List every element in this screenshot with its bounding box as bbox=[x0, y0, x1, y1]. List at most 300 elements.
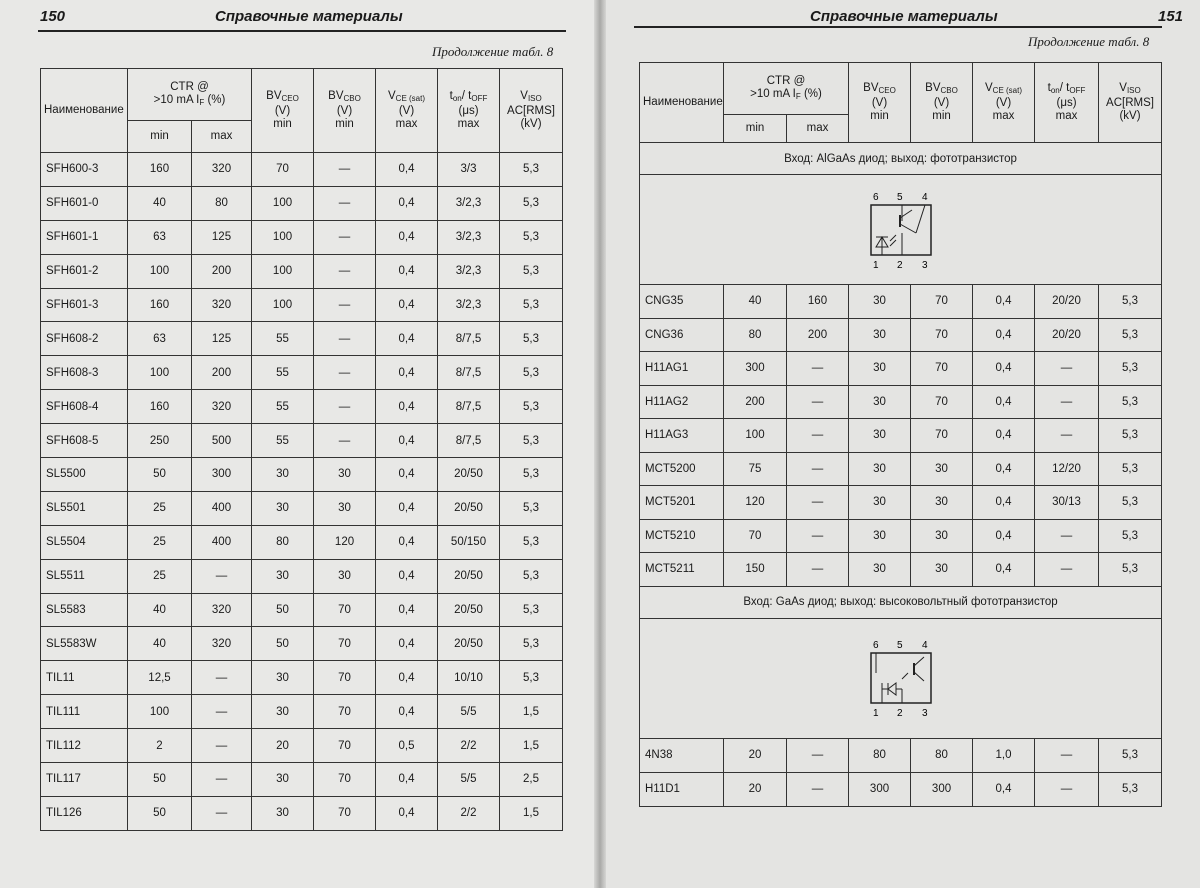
value-cell: 5,3 bbox=[500, 186, 563, 220]
table-row bbox=[640, 385, 1162, 419]
table-continuation-label: Продолжение табл. 8 bbox=[1028, 34, 1150, 49]
value-cell: 300 bbox=[192, 458, 252, 492]
part-name-cell: MCT5210 bbox=[640, 519, 724, 553]
value-cell: 25 bbox=[128, 491, 192, 525]
value-cell: 300 bbox=[849, 772, 911, 806]
value-cell: — bbox=[787, 772, 849, 806]
value-cell: 30 bbox=[252, 491, 314, 525]
value-cell: 70 bbox=[911, 385, 973, 419]
value-cell: 5,3 bbox=[1099, 486, 1162, 520]
table-row bbox=[640, 285, 1162, 319]
value-cell: 30 bbox=[849, 285, 911, 319]
value-cell: 0,4 bbox=[376, 525, 438, 559]
value-cell: 300 bbox=[724, 352, 787, 386]
value-cell: 160 bbox=[128, 288, 192, 322]
value-cell: 2/2 bbox=[438, 796, 500, 830]
part-name-cell: H11AG3 bbox=[640, 419, 724, 453]
value-cell: 30 bbox=[252, 796, 314, 830]
table-row bbox=[41, 424, 563, 458]
value-cell: 30 bbox=[911, 486, 973, 520]
value-cell: — bbox=[314, 220, 376, 254]
value-cell: 0,4 bbox=[376, 661, 438, 695]
value-cell: 30 bbox=[252, 559, 314, 593]
value-cell: 50 bbox=[252, 593, 314, 627]
value-cell: 0,4 bbox=[376, 627, 438, 661]
value-cell: 0,4 bbox=[376, 390, 438, 424]
value-cell: 20 bbox=[724, 738, 787, 772]
value-cell: — bbox=[192, 796, 252, 830]
value-cell: 20/20 bbox=[1035, 318, 1099, 352]
value-cell: 5/5 bbox=[438, 763, 500, 797]
part-name-cell: CNG36 bbox=[640, 318, 724, 352]
value-cell: 80 bbox=[849, 738, 911, 772]
value-cell: 30 bbox=[314, 458, 376, 492]
value-cell: 200 bbox=[192, 254, 252, 288]
value-cell: 30 bbox=[314, 559, 376, 593]
value-cell: 30 bbox=[849, 318, 911, 352]
col-header-bvcbo: $BV_{CBO}$ (V) min bbox=[911, 63, 973, 143]
svg-text:5: 5 bbox=[896, 191, 903, 203]
running-title: Справочные материалы bbox=[215, 8, 403, 25]
value-cell: 25 bbox=[128, 559, 192, 593]
table-continuation-label: Продолжение табл. 8 bbox=[432, 44, 554, 59]
svg-text:2: 2 bbox=[896, 259, 903, 271]
optocoupler-schematic bbox=[640, 175, 1162, 285]
value-cell: — bbox=[192, 763, 252, 797]
table-row bbox=[640, 318, 1162, 352]
value-cell: 0,4 bbox=[376, 458, 438, 492]
table-row bbox=[41, 525, 563, 559]
value-cell: 30 bbox=[849, 452, 911, 486]
value-cell: 0,4 bbox=[973, 385, 1035, 419]
table-row bbox=[41, 796, 563, 830]
svg-text:1: 1 bbox=[872, 708, 879, 719]
value-cell: — bbox=[787, 419, 849, 453]
value-cell: 5,3 bbox=[500, 424, 563, 458]
value-cell: 0,4 bbox=[376, 424, 438, 458]
value-cell: 0,4 bbox=[973, 352, 1035, 386]
value-cell: 0,5 bbox=[376, 729, 438, 763]
running-title: Справочные материалы bbox=[810, 8, 998, 25]
svg-text:1: 1 bbox=[872, 259, 879, 271]
value-cell: — bbox=[1035, 519, 1099, 553]
value-cell: 0,4 bbox=[376, 695, 438, 729]
value-cell: 1,5 bbox=[500, 729, 563, 763]
value-cell: — bbox=[787, 486, 849, 520]
value-cell: 30 bbox=[911, 553, 973, 587]
value-cell: 25 bbox=[128, 525, 192, 559]
value-cell: 30 bbox=[911, 519, 973, 553]
value-cell: 200 bbox=[192, 356, 252, 390]
value-cell: 100 bbox=[128, 356, 192, 390]
value-cell: 80 bbox=[724, 318, 787, 352]
value-cell: — bbox=[1035, 553, 1099, 587]
svg-text:6: 6 bbox=[872, 191, 879, 203]
table-row bbox=[640, 452, 1162, 486]
part-name-cell: TIL117 bbox=[41, 763, 128, 797]
value-cell: 400 bbox=[192, 491, 252, 525]
header-rule bbox=[634, 26, 1162, 28]
value-cell: 1,5 bbox=[500, 796, 563, 830]
value-cell: 30 bbox=[849, 352, 911, 386]
value-cell: 3/2,3 bbox=[438, 288, 500, 322]
value-cell: 5,3 bbox=[1099, 285, 1162, 319]
value-cell: 5,3 bbox=[500, 153, 563, 187]
value-cell: 20/20 bbox=[1035, 285, 1099, 319]
value-cell: — bbox=[314, 390, 376, 424]
value-cell: 5,3 bbox=[500, 525, 563, 559]
col-header-ctr: CTR @ >10 mA $I_F$ (%) bbox=[128, 69, 252, 121]
value-cell: 0,4 bbox=[376, 322, 438, 356]
value-cell: 70 bbox=[314, 661, 376, 695]
col-header-ton-toff: $t_{on}/$ $t_{OFF}$ (μs) max bbox=[1035, 63, 1099, 143]
value-cell: 5,3 bbox=[500, 356, 563, 390]
table-row bbox=[41, 254, 563, 288]
value-cell: 100 bbox=[252, 288, 314, 322]
table-row bbox=[41, 390, 563, 424]
value-cell: 0,4 bbox=[376, 220, 438, 254]
value-cell: 125 bbox=[192, 322, 252, 356]
value-cell: 5,3 bbox=[1099, 772, 1162, 806]
value-cell: — bbox=[1035, 738, 1099, 772]
table-row bbox=[41, 288, 563, 322]
part-name-cell: SFH600-3 bbox=[41, 153, 128, 187]
value-cell: 400 bbox=[192, 525, 252, 559]
value-cell: — bbox=[787, 519, 849, 553]
table-row bbox=[41, 559, 563, 593]
table-row bbox=[41, 322, 563, 356]
value-cell: 5,3 bbox=[500, 220, 563, 254]
value-cell: — bbox=[787, 738, 849, 772]
part-name-cell: SL5583 bbox=[41, 593, 128, 627]
part-name-cell: SL5583W bbox=[41, 627, 128, 661]
value-cell: — bbox=[314, 356, 376, 390]
left-page bbox=[0, 0, 598, 888]
svg-text:4: 4 bbox=[921, 640, 928, 651]
value-cell: 50 bbox=[128, 458, 192, 492]
value-cell: 0,4 bbox=[376, 186, 438, 220]
value-cell: 30 bbox=[849, 519, 911, 553]
part-name-cell: SFH601-2 bbox=[41, 254, 128, 288]
part-name-cell: SFH608-2 bbox=[41, 322, 128, 356]
value-cell: 63 bbox=[128, 220, 192, 254]
value-cell: — bbox=[787, 452, 849, 486]
part-name-cell: TIL126 bbox=[41, 796, 128, 830]
value-cell: 200 bbox=[787, 318, 849, 352]
value-cell: 30 bbox=[849, 385, 911, 419]
value-cell: 40 bbox=[128, 186, 192, 220]
table-row bbox=[640, 738, 1162, 772]
value-cell: 250 bbox=[128, 424, 192, 458]
part-name-cell: 4N38 bbox=[640, 738, 724, 772]
value-cell: 8/7,5 bbox=[438, 356, 500, 390]
section-title: Вход: AlGaAs диод; выход: фототранзистор bbox=[640, 143, 1162, 175]
part-name-cell: SL5511 bbox=[41, 559, 128, 593]
value-cell: 5,3 bbox=[1099, 553, 1162, 587]
page-number: 151 bbox=[1158, 8, 1184, 25]
value-cell: 30 bbox=[252, 695, 314, 729]
value-cell: 1,0 bbox=[973, 738, 1035, 772]
table-row bbox=[41, 220, 563, 254]
col-header-bvcbo: $BV_{CBO}$ (V) min bbox=[314, 69, 376, 153]
value-cell: 120 bbox=[724, 486, 787, 520]
value-cell: 0,4 bbox=[973, 772, 1035, 806]
value-cell: 50 bbox=[252, 627, 314, 661]
value-cell: — bbox=[787, 553, 849, 587]
value-cell: 5,3 bbox=[500, 390, 563, 424]
value-cell: 0,4 bbox=[973, 285, 1035, 319]
value-cell: 75 bbox=[724, 452, 787, 486]
value-cell: 100 bbox=[128, 695, 192, 729]
value-cell: 5,3 bbox=[500, 254, 563, 288]
value-cell: 30 bbox=[849, 419, 911, 453]
col-header-ctr: CTR @ >10 mA $I_F$ (%) bbox=[724, 63, 849, 115]
col-header-ctr-min: min bbox=[724, 115, 787, 143]
part-name-cell: SL5504 bbox=[41, 525, 128, 559]
part-name-cell: SFH601-3 bbox=[41, 288, 128, 322]
part-name-cell: MCT5200 bbox=[640, 452, 724, 486]
value-cell: 3/2,3 bbox=[438, 220, 500, 254]
value-cell: 30 bbox=[252, 661, 314, 695]
optocoupler-schematic bbox=[640, 618, 1162, 738]
value-cell: 320 bbox=[192, 153, 252, 187]
value-cell: 125 bbox=[192, 220, 252, 254]
page-number: 150 bbox=[40, 8, 66, 25]
value-cell: 100 bbox=[128, 254, 192, 288]
value-cell: 8/7,5 bbox=[438, 322, 500, 356]
svg-text:3: 3 bbox=[921, 259, 928, 271]
value-cell: 0,4 bbox=[376, 254, 438, 288]
transistor-optocoupler-diagram bbox=[856, 185, 946, 275]
value-cell: 5,3 bbox=[500, 322, 563, 356]
optocoupler-table bbox=[639, 62, 1162, 807]
value-cell: 20/50 bbox=[438, 627, 500, 661]
value-cell: 70 bbox=[911, 352, 973, 386]
value-cell: 20/50 bbox=[438, 491, 500, 525]
svg-text:5: 5 bbox=[896, 640, 903, 651]
svg-text:4: 4 bbox=[921, 191, 928, 203]
value-cell: 70 bbox=[724, 519, 787, 553]
part-name-cell: SFH608-4 bbox=[41, 390, 128, 424]
col-header-ctr-min: min bbox=[128, 121, 192, 153]
part-name-cell: SL5500 bbox=[41, 458, 128, 492]
value-cell: 2 bbox=[128, 729, 192, 763]
col-header-name: Наименование bbox=[640, 63, 724, 143]
table-row bbox=[41, 186, 563, 220]
col-header-ton-toff: $t_{on}/$ $t_{OFF}$ (μs) max bbox=[438, 69, 500, 153]
table-row bbox=[41, 593, 563, 627]
value-cell: — bbox=[192, 729, 252, 763]
value-cell: 5,3 bbox=[500, 661, 563, 695]
value-cell: 40 bbox=[128, 627, 192, 661]
part-name-cell: SL5501 bbox=[41, 491, 128, 525]
value-cell: 70 bbox=[911, 419, 973, 453]
table-row bbox=[640, 519, 1162, 553]
value-cell: 20/50 bbox=[438, 593, 500, 627]
value-cell: 200 bbox=[724, 385, 787, 419]
value-cell: 3/2,3 bbox=[438, 186, 500, 220]
value-cell: 3/3 bbox=[438, 153, 500, 187]
value-cell: 5,3 bbox=[500, 491, 563, 525]
value-cell: 0,4 bbox=[973, 519, 1035, 553]
value-cell: 55 bbox=[252, 356, 314, 390]
value-cell: 55 bbox=[252, 390, 314, 424]
value-cell: 8/7,5 bbox=[438, 390, 500, 424]
value-cell: 20/50 bbox=[438, 458, 500, 492]
value-cell: 55 bbox=[252, 424, 314, 458]
value-cell: 63 bbox=[128, 322, 192, 356]
value-cell: 150 bbox=[724, 553, 787, 587]
value-cell: 160 bbox=[787, 285, 849, 319]
value-cell: — bbox=[787, 352, 849, 386]
value-cell: — bbox=[1035, 385, 1099, 419]
part-name-cell: H11AG1 bbox=[640, 352, 724, 386]
value-cell: 1,5 bbox=[500, 695, 563, 729]
svg-text:6: 6 bbox=[872, 640, 879, 651]
value-cell: — bbox=[314, 424, 376, 458]
col-header-viso: $V_{ISO}$ AC[RMS] (kV) bbox=[1099, 63, 1162, 143]
value-cell: 30 bbox=[252, 458, 314, 492]
value-cell: 80 bbox=[252, 525, 314, 559]
value-cell: 30 bbox=[849, 553, 911, 587]
value-cell: 0,4 bbox=[973, 419, 1035, 453]
part-name-cell: CNG35 bbox=[640, 285, 724, 319]
value-cell: 320 bbox=[192, 593, 252, 627]
value-cell: 40 bbox=[128, 593, 192, 627]
value-cell: 5,3 bbox=[1099, 738, 1162, 772]
value-cell: 20/50 bbox=[438, 559, 500, 593]
value-cell: — bbox=[314, 254, 376, 288]
part-name-cell: H11D1 bbox=[640, 772, 724, 806]
part-name-cell: MCT5211 bbox=[640, 553, 724, 587]
value-cell: 5,3 bbox=[1099, 318, 1162, 352]
value-cell: — bbox=[314, 186, 376, 220]
part-name-cell: SFH608-3 bbox=[41, 356, 128, 390]
table-row bbox=[640, 419, 1162, 453]
value-cell: 5,3 bbox=[500, 458, 563, 492]
col-header-ctr-max: max bbox=[787, 115, 849, 143]
value-cell: — bbox=[1035, 352, 1099, 386]
table-row bbox=[41, 627, 563, 661]
value-cell: 100 bbox=[252, 254, 314, 288]
section-title: Вход: GaAs диод; выход: высоковольтный фототранзистор bbox=[640, 586, 1162, 618]
value-cell: 3/2,3 bbox=[438, 254, 500, 288]
value-cell: 80 bbox=[192, 186, 252, 220]
value-cell: 80 bbox=[911, 738, 973, 772]
value-cell: 70 bbox=[314, 729, 376, 763]
value-cell: — bbox=[787, 385, 849, 419]
optocoupler-table bbox=[40, 68, 563, 831]
value-cell: — bbox=[1035, 772, 1099, 806]
value-cell: 30 bbox=[314, 491, 376, 525]
value-cell: 0,4 bbox=[376, 356, 438, 390]
value-cell: 0,4 bbox=[376, 153, 438, 187]
value-cell: 5/5 bbox=[438, 695, 500, 729]
value-cell: 30/13 bbox=[1035, 486, 1099, 520]
value-cell: 20 bbox=[724, 772, 787, 806]
value-cell: 100 bbox=[724, 419, 787, 453]
col-header-vce: $V_{CE (sat)}$ (V) max bbox=[973, 63, 1035, 143]
value-cell: 20 bbox=[252, 729, 314, 763]
value-cell: 320 bbox=[192, 627, 252, 661]
part-name-cell: MCT5201 bbox=[640, 486, 724, 520]
table-row bbox=[41, 661, 563, 695]
part-name-cell: TIL11 bbox=[41, 661, 128, 695]
value-cell: 70 bbox=[314, 593, 376, 627]
value-cell: 0,4 bbox=[376, 288, 438, 322]
table-row bbox=[41, 763, 563, 797]
table-row bbox=[640, 553, 1162, 587]
value-cell: 55 bbox=[252, 322, 314, 356]
table-row bbox=[640, 486, 1162, 520]
value-cell: — bbox=[192, 661, 252, 695]
part-name-cell: SFH601-0 bbox=[41, 186, 128, 220]
value-cell: 70 bbox=[911, 285, 973, 319]
value-cell: 5,3 bbox=[1099, 452, 1162, 486]
svg-text:2: 2 bbox=[896, 708, 903, 719]
value-cell: 12/20 bbox=[1035, 452, 1099, 486]
value-cell: — bbox=[314, 153, 376, 187]
col-header-name: Наименование bbox=[41, 69, 128, 153]
value-cell: 0,4 bbox=[376, 763, 438, 797]
part-name-cell: TIL112 bbox=[41, 729, 128, 763]
col-header-vce: $V_{CE (sat)}$ (V) max bbox=[376, 69, 438, 153]
value-cell: 5,3 bbox=[500, 559, 563, 593]
value-cell: 5,3 bbox=[500, 288, 563, 322]
value-cell: 30 bbox=[911, 452, 973, 486]
value-cell: 100 bbox=[252, 186, 314, 220]
value-cell: 320 bbox=[192, 390, 252, 424]
table-row bbox=[41, 729, 563, 763]
value-cell: 0,4 bbox=[376, 796, 438, 830]
right-page bbox=[602, 0, 1200, 888]
value-cell: — bbox=[314, 322, 376, 356]
value-cell: 12,5 bbox=[128, 661, 192, 695]
value-cell: 160 bbox=[128, 153, 192, 187]
value-cell: 5,3 bbox=[1099, 385, 1162, 419]
value-cell: 10/10 bbox=[438, 661, 500, 695]
value-cell: 320 bbox=[192, 288, 252, 322]
part-name-cell: TIL111 bbox=[41, 695, 128, 729]
book-gutter bbox=[594, 0, 606, 888]
value-cell: 2/2 bbox=[438, 729, 500, 763]
col-header-bvceo: $BV_{CEO}$ (V) min bbox=[252, 69, 314, 153]
value-cell: 0,4 bbox=[973, 553, 1035, 587]
value-cell: 0,4 bbox=[973, 318, 1035, 352]
header-rule bbox=[38, 30, 566, 32]
value-cell: 120 bbox=[314, 525, 376, 559]
value-cell: 5,3 bbox=[1099, 519, 1162, 553]
value-cell: 70 bbox=[314, 695, 376, 729]
value-cell: 0,4 bbox=[973, 486, 1035, 520]
value-cell: — bbox=[192, 559, 252, 593]
value-cell: 0,4 bbox=[376, 491, 438, 525]
table-row bbox=[640, 352, 1162, 386]
value-cell: 300 bbox=[911, 772, 973, 806]
value-cell: 70 bbox=[252, 153, 314, 187]
value-cell: 70 bbox=[314, 796, 376, 830]
value-cell: 5,3 bbox=[1099, 352, 1162, 386]
value-cell: 8/7,5 bbox=[438, 424, 500, 458]
value-cell: 100 bbox=[252, 220, 314, 254]
hv-transistor-optocoupler-diagram bbox=[856, 633, 946, 723]
value-cell: 0,4 bbox=[376, 559, 438, 593]
value-cell: 70 bbox=[314, 627, 376, 661]
col-header-ctr-max: max bbox=[192, 121, 252, 153]
value-cell: 30 bbox=[252, 763, 314, 797]
table-row bbox=[41, 695, 563, 729]
value-cell: 70 bbox=[314, 763, 376, 797]
